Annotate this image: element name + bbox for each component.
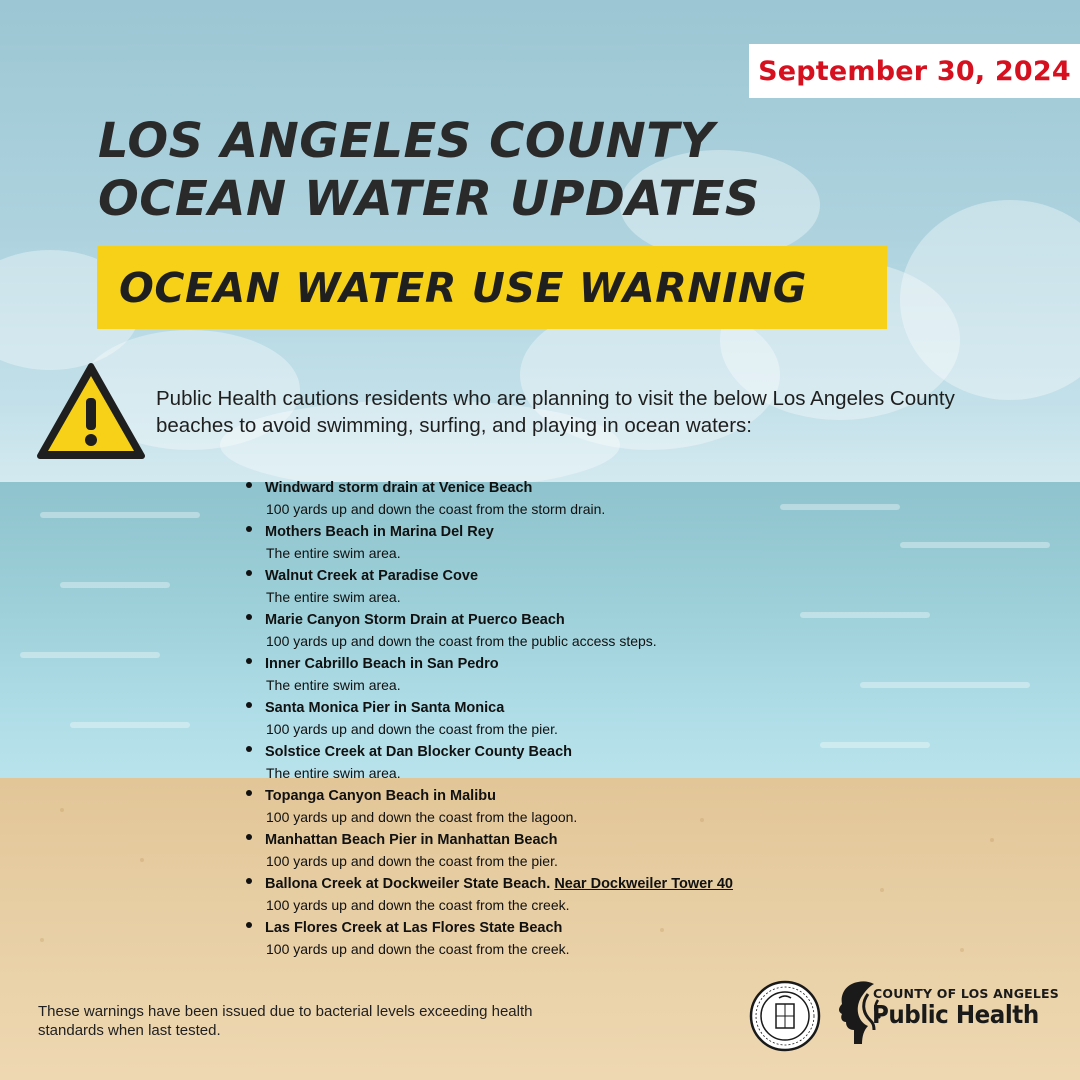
bullet [246,482,252,488]
wave [60,582,170,588]
title-line-2: OCEAN WATER UPDATES [98,171,760,227]
beach-name: Las Flores Creek at Las Flores State Beach [265,920,563,936]
beach-name-text: Ballona Creek at Dockweiler State Beach. [265,876,551,892]
warning-banner [97,246,887,329]
list-item [246,522,886,566]
footnote: These warnings have been issued due to bacterial levels exceeding health standards when last tested. [38,1003,533,1039]
list-item [246,786,886,830]
sand-grain [60,808,64,812]
date-badge [749,44,1080,98]
sand-grain [140,858,144,862]
list-item [246,742,886,786]
wave [40,512,200,518]
dockweiler-tower-link[interactable]: Near Dockweiler Tower 40 [554,876,733,892]
county-seal-icon [749,980,821,1052]
page-title [98,112,998,228]
beach-area: 100 yards up and down the coast from the pier. [266,853,558,869]
beach-area: The entire swim area. [266,765,401,781]
bullet [246,790,252,796]
warning-triangle-icon [36,362,146,460]
list-item [246,918,886,962]
bullet [246,834,252,840]
wave [20,652,160,658]
beach-name: Windward storm drain at Venice Beach [265,480,533,496]
beach-name: Solstice Creek at Dan Blocker County Beach [265,744,573,760]
beach-name: Mothers Beach in Marina Del Rey [265,524,494,540]
wave [70,722,190,728]
beach-name: Walnut Creek at Paradise Cove [265,568,479,584]
title-line-1: LOS ANGELES COUNTY [98,113,715,169]
beach-area: 100 yards up and down the coast from the creek. [266,897,570,913]
beach-warning-list [246,478,886,962]
logo-county-name: COUNTY OF LOS ANGELES [873,986,1059,1001]
bullet [246,922,252,928]
list-item [246,610,886,654]
bullet [246,614,252,620]
beach-area: 100 yards up and down the coast from the creek. [266,941,570,957]
beach-name: Manhattan Beach Pier in Manhattan Beach [265,832,558,848]
beach-name: Topanga Canyon Beach in Malibu [265,788,496,804]
intro-paragraph: Public Health cautions residents who are planning to visit the below Los Angeles County beaches to avoid swimming, surfing, and playing in ocean waters: [156,387,955,437]
beach-area: 100 yards up and down the coast from the storm drain. [266,501,606,517]
warning-banner-text: OCEAN WATER USE WARNING [119,263,807,312]
list-item [246,874,886,918]
beach-area: The entire swim area. [266,589,401,605]
beach-name: Inner Cabrillo Beach in San Pedro [265,656,499,672]
list-item [246,698,886,742]
bullet [246,746,252,752]
sand-grain [960,948,964,952]
beach-name-with-link [265,874,886,894]
beach-name: Santa Monica Pier in Santa Monica [265,700,505,716]
bullet [246,570,252,576]
beach-area: 100 yards up and down the coast from the lagoon. [266,809,578,825]
list-item [246,830,886,874]
beach-area: 100 yards up and down the coast from the public access steps. [266,633,657,649]
bullet [246,526,252,532]
sand-grain [40,938,44,942]
beach-area: The entire swim area. [266,677,401,693]
beach-name: Marie Canyon Storm Drain at Puerco Beach [265,612,565,628]
beach-area: The entire swim area. [266,545,401,561]
sand-grain [990,838,994,842]
list-item [246,478,886,522]
date-text: September 30, 2024 [758,55,1071,87]
bullet [246,658,252,664]
list-item [246,654,886,698]
list-item [246,566,886,610]
bullet [246,702,252,708]
beach-area: 100 yards up and down the coast from the pier. [266,721,558,737]
bullet [246,878,252,884]
logo-department-name: Public Health [872,1000,1039,1029]
wave [900,542,1050,548]
